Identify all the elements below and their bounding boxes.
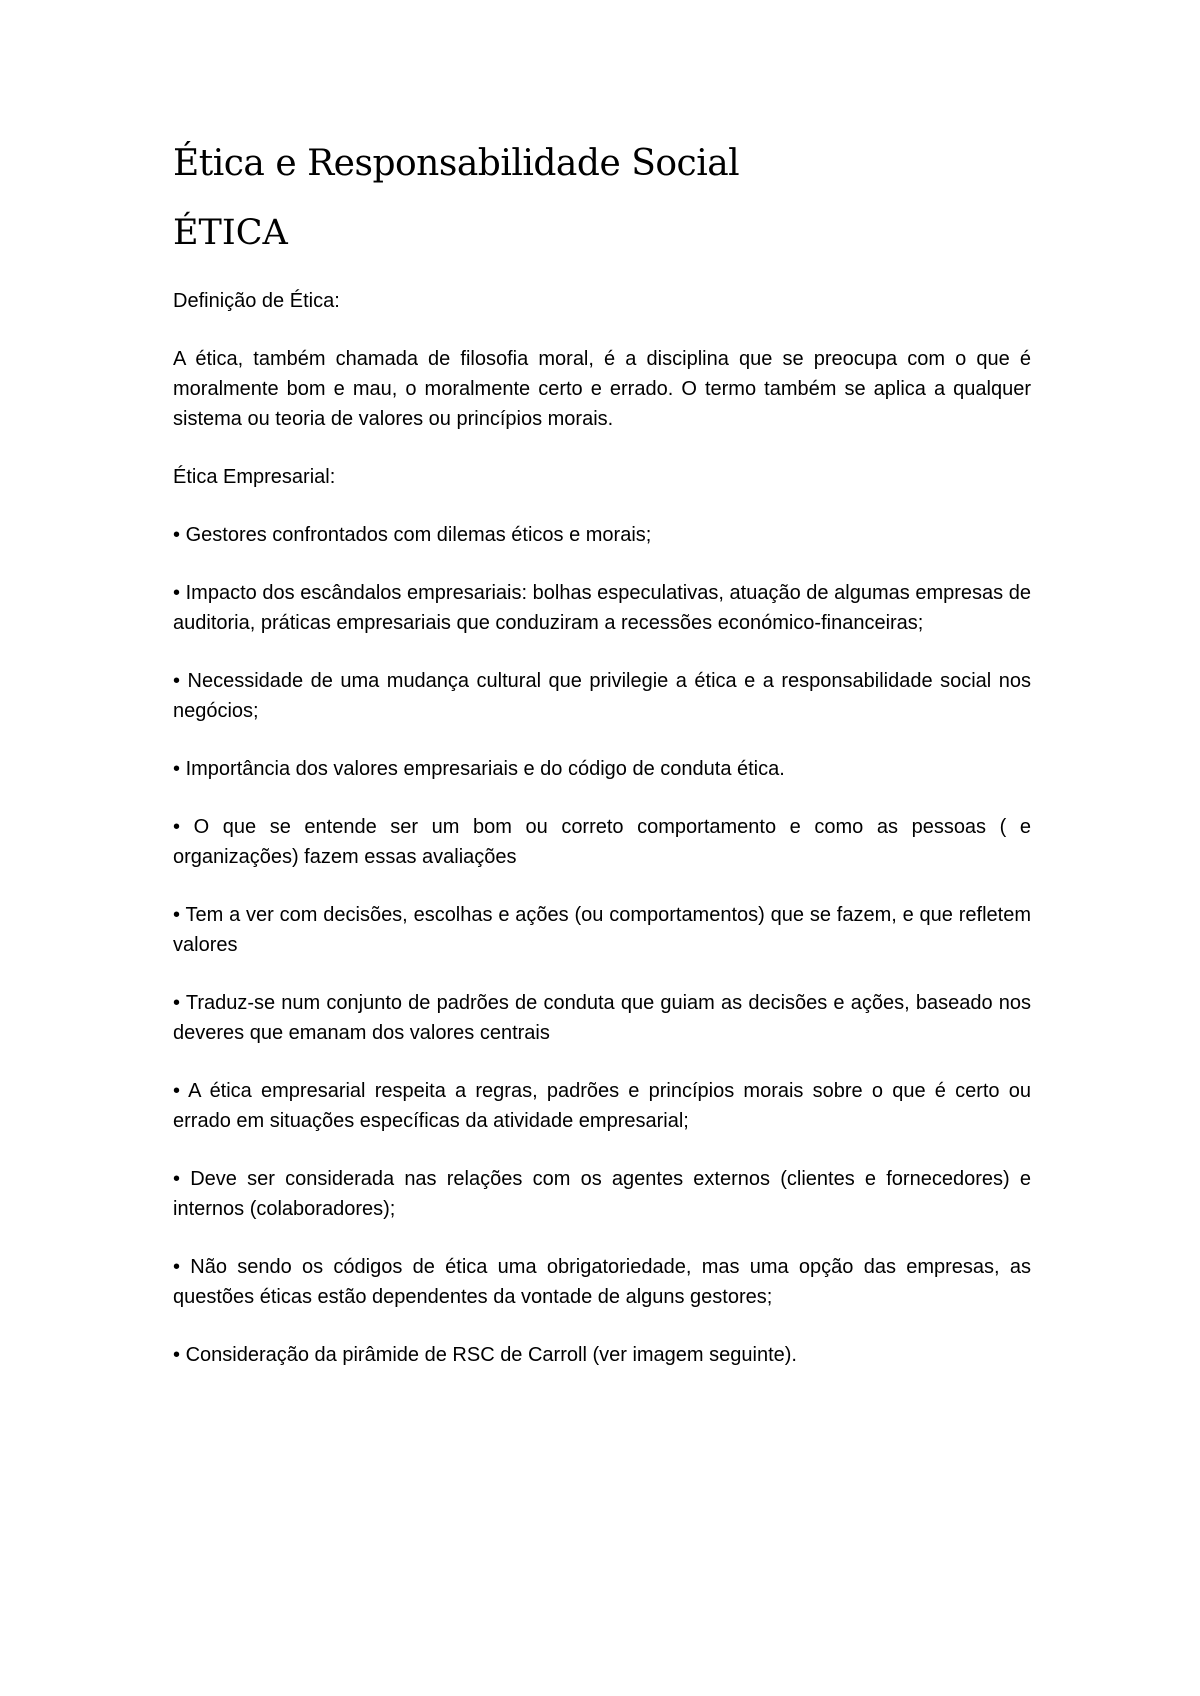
bullet-text: Consideração da pirâmide de RSC de Carroll (ver imagem seguinte). xyxy=(185,1344,797,1366)
bullet-text: A ética empresarial respeita a regras, padrões e princípios morais sobre o que é certo ou errado em situações específicas da atividade empresarial; xyxy=(173,1080,1032,1132)
bullet-item xyxy=(173,666,1031,726)
bullet-icon: • xyxy=(173,1344,181,1366)
bullet-icon: • xyxy=(173,1080,181,1102)
bullet-text: Importância dos valores empresariais e do código de conduta ética. xyxy=(185,758,785,780)
bullet-icon: • xyxy=(173,1168,181,1190)
bullet-icon: • xyxy=(173,992,181,1014)
definition-label: Definição de Ética: xyxy=(173,290,340,312)
bullet-item xyxy=(173,988,1031,1048)
bullet-icon: • xyxy=(173,582,181,604)
section-heading: ÉTICA xyxy=(173,213,288,253)
bullet-item xyxy=(173,520,1031,550)
bullet-item xyxy=(173,1164,1031,1224)
bullet-item xyxy=(173,1252,1031,1312)
bullet-icon: • xyxy=(173,1256,181,1278)
bullet-text: Traduz-se num conjunto de padrões de conduta que guiam as decisões e ações, baseado nos deveres que emanam dos valores centrais xyxy=(173,992,1031,1044)
definition-paragraph: A ética, também chamada de filosofia moral, é a disciplina que se preocupa com o que é moralmente bom e mau, o moralmente certo e errado. O termo também se aplica a qualquer sistema ou teoria de valores ou princípios morais. xyxy=(173,348,1031,430)
document-title: Ética e Responsabilidade Social xyxy=(173,143,740,184)
bullet-item xyxy=(173,578,1031,638)
bullet-text: Não sendo os códigos de ética uma obrigatoriedade, mas uma opção das empresas, as questões éticas estão dependentes da vontade de alguns gestores; xyxy=(173,1256,1031,1308)
bullet-icon: • xyxy=(173,816,181,838)
bullet-list xyxy=(173,520,1031,1370)
document-content xyxy=(173,140,1031,1398)
bullet-text: Deve ser considerada nas relações com os agentes externos (clientes e fornecedores) e internos (colaboradores); xyxy=(173,1168,1031,1220)
bullet-text: Impacto dos escândalos empresariais: bolhas especulativas, atuação de algumas empresas de auditoria, práticas empresariais que conduziram a recessões económico-financeiras; xyxy=(173,582,1032,634)
bullet-item xyxy=(173,1340,1031,1370)
business-ethics-label: Ética Empresarial: xyxy=(173,466,336,488)
bullet-icon: • xyxy=(173,670,181,692)
bullet-item xyxy=(173,1076,1031,1136)
bullet-text: O que se entende ser um bom ou correto comportamento e como as pessoas ( e organizações) fazem essas avaliações xyxy=(173,816,1032,868)
bullet-item xyxy=(173,754,1031,784)
bullet-icon: • xyxy=(173,758,181,780)
bullet-text: Gestores confrontados com dilemas éticos e morais; xyxy=(185,524,652,546)
bullet-icon: • xyxy=(173,904,181,926)
bullet-text: Necessidade de uma mudança cultural que privilegie a ética e a responsabilidade social nos negócios; xyxy=(173,670,1031,722)
bullet-text: Tem a ver com decisões, escolhas e ações (ou comportamentos) que se fazem, e que refletem valores xyxy=(173,904,1031,956)
bullet-icon: • xyxy=(173,524,181,546)
bullet-item xyxy=(173,812,1031,872)
bullet-item xyxy=(173,900,1031,960)
